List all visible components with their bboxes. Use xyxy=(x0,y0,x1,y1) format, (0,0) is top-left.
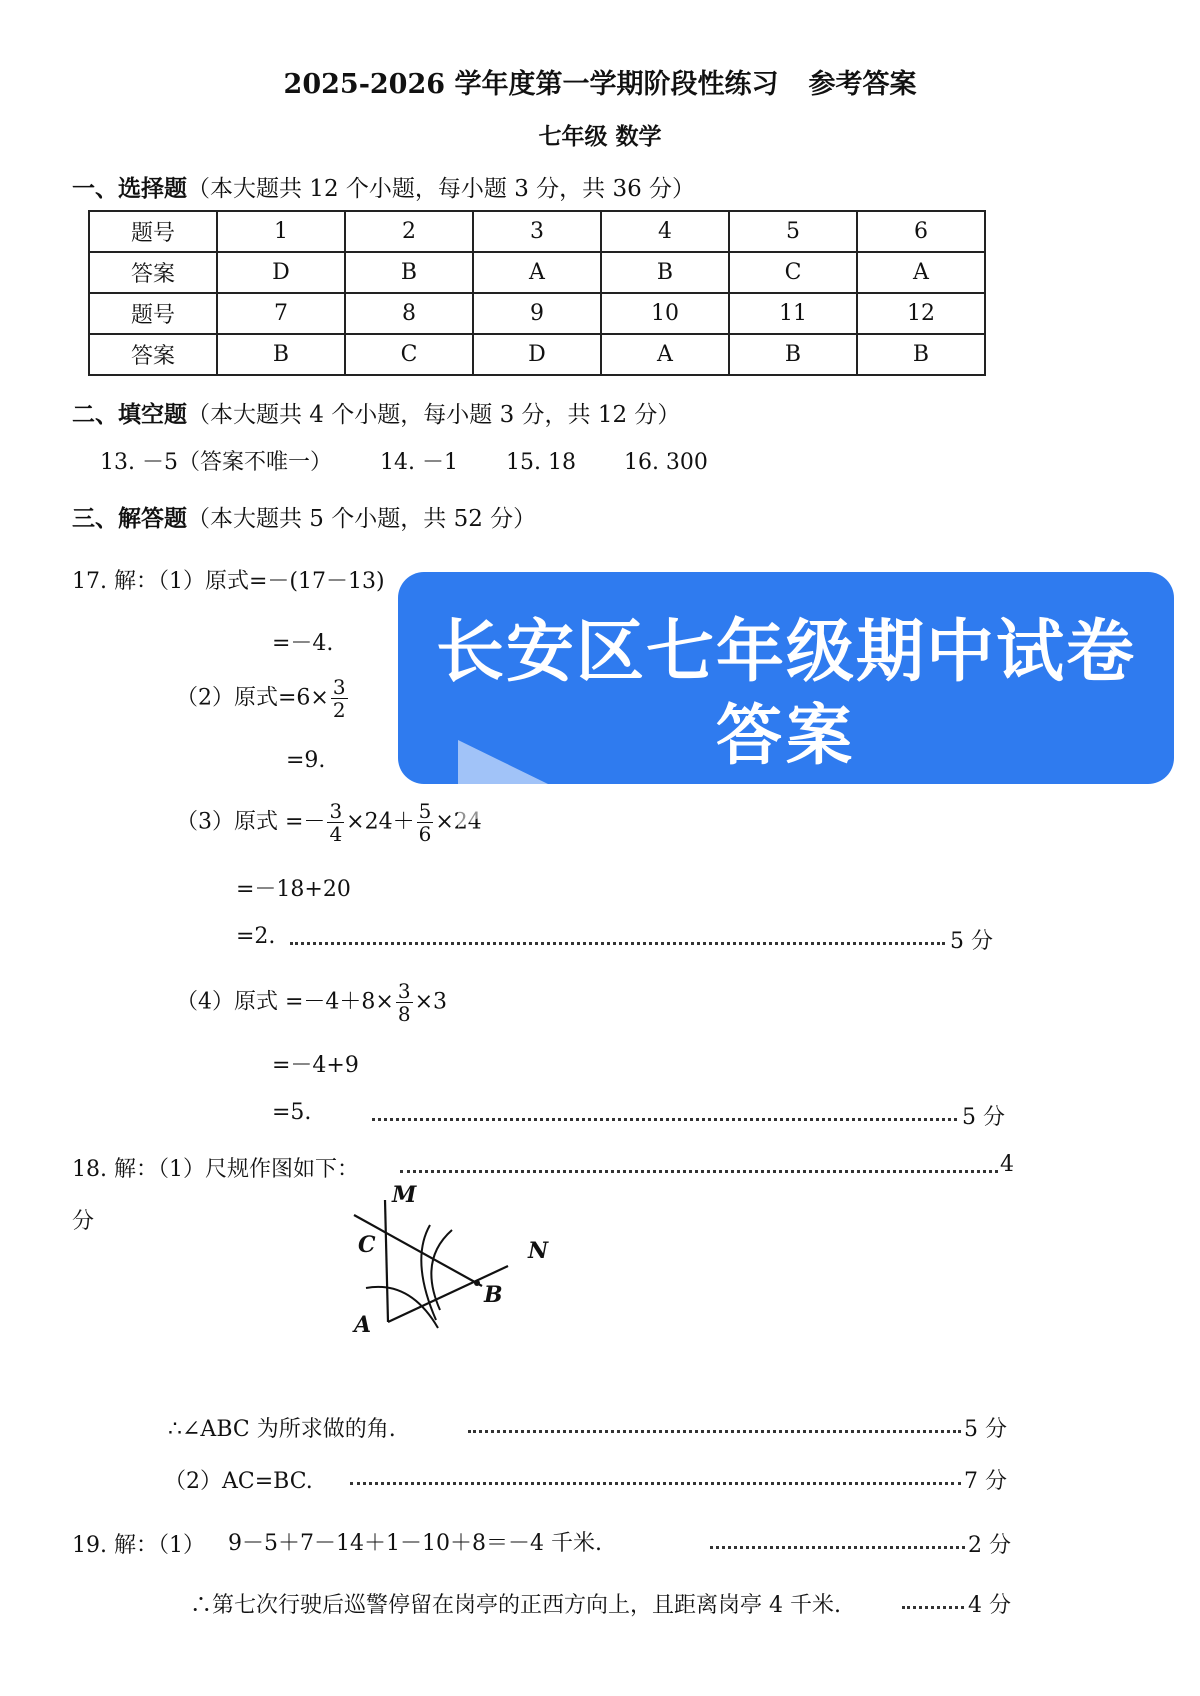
table-cell: 5 xyxy=(729,211,857,252)
table-cell: 4 xyxy=(601,211,729,252)
q17-step4-prefix: （4）原式 =－4＋8× xyxy=(176,989,394,1015)
q17-step4 xyxy=(176,980,447,1025)
q19-label: 19. 解：（1） xyxy=(72,1533,205,1558)
q17-step3-work: =－18+20 xyxy=(236,877,351,902)
q17-step1-result: =－4. xyxy=(272,631,334,656)
q18-score-b: 分 xyxy=(72,1209,95,1234)
table-row xyxy=(89,211,985,252)
fill-answer-13: 13. －5（答案不唯一） xyxy=(100,450,332,475)
page-subtitle: 七年级 数学 xyxy=(538,123,662,150)
fraction-numerator: 3 xyxy=(397,979,411,1003)
table-cell: 1 xyxy=(217,211,345,252)
fraction xyxy=(417,800,434,845)
section3-desc: （本大题共 5 个小题，共 52 分） xyxy=(187,506,537,532)
table-cell: D xyxy=(473,334,601,375)
dotted-leader xyxy=(400,1170,998,1173)
table-cell: 6 xyxy=(857,211,985,252)
table-row xyxy=(89,334,985,375)
label-n: N xyxy=(528,1238,549,1264)
choice-answer-table xyxy=(88,210,986,376)
section1-heading-line xyxy=(72,170,695,203)
q19-expression-score: 2 分 xyxy=(968,1533,1011,1558)
label-b: B xyxy=(484,1282,503,1308)
table-cell: 2 xyxy=(345,211,473,252)
dotted-leader xyxy=(710,1546,965,1549)
q17-step2-prefix: （2）原式=6× xyxy=(176,685,329,711)
page-title-suffix: 参考答案 xyxy=(808,69,917,100)
q17-step3-score: 5 分 xyxy=(950,929,993,954)
table-cell: 8 xyxy=(345,293,473,334)
table-cell: A xyxy=(473,252,601,293)
fill-answer-15: 15. 18 xyxy=(505,450,576,475)
fill-in-answers xyxy=(100,445,756,476)
point-b-dot xyxy=(474,1280,480,1286)
fill-answer-14: 14. －1 xyxy=(379,450,458,475)
table-cell: A xyxy=(601,334,729,375)
ray-am xyxy=(385,1200,388,1322)
label-a: A xyxy=(354,1312,372,1338)
dotted-leader xyxy=(902,1606,964,1609)
table-cell: 11 xyxy=(729,293,857,334)
table-row xyxy=(89,293,985,334)
q19-conclusion-score: 4 分 xyxy=(968,1593,1011,1618)
fraction-denominator: 6 xyxy=(418,822,432,846)
q17-step4-tail: ×3 xyxy=(414,989,448,1015)
table-cell: 3 xyxy=(473,211,601,252)
q18-part2-score: 7 分 xyxy=(964,1469,1007,1494)
label-m: M xyxy=(392,1182,417,1208)
banner-subtitle: 答案 xyxy=(716,697,856,774)
dotted-leader xyxy=(290,942,945,945)
fraction-numerator: 3 xyxy=(332,675,346,699)
q17-step3-tail: ×24 xyxy=(435,809,482,835)
construction-diagram xyxy=(340,1180,580,1350)
q17-step2-result: =9. xyxy=(286,748,326,773)
section2-heading: 二、填空题 xyxy=(72,401,187,428)
table-cell: C xyxy=(729,252,857,293)
section2-heading-line xyxy=(72,396,680,429)
q17-step4-work: =－4+9 xyxy=(272,1053,359,1078)
section2-desc: （本大题共 4 个小题，每小题 3 分，共 12 分） xyxy=(187,402,681,428)
table-cell: 12 xyxy=(857,293,985,334)
q18-conclusion: ∴∠ABC 为所求做的角. xyxy=(168,1417,396,1442)
fraction xyxy=(327,800,344,845)
table-row-label: 题号 xyxy=(89,293,217,334)
table-cell: C xyxy=(345,334,473,375)
section1-desc: （本大题共 12 个小题，每小题 3 分，共 36 分） xyxy=(187,176,696,202)
page-title xyxy=(0,62,1200,101)
q19-conclusion: ∴第七次行驶后巡警停留在岗亭的正西方向上，且距离岗亭 4 千米. xyxy=(190,1593,841,1618)
table-row-label: 答案 xyxy=(89,252,217,293)
q17-step4-result: =5. xyxy=(272,1100,312,1125)
table-cell: 7 xyxy=(217,293,345,334)
label-c: C xyxy=(358,1232,376,1258)
q17-step4-score: 5 分 xyxy=(962,1105,1005,1130)
table-cell: B xyxy=(857,334,985,375)
fraction-denominator: 8 xyxy=(397,1002,411,1026)
fill-answer-16: 16. 300 xyxy=(623,450,708,475)
q17-step2 xyxy=(176,676,350,721)
fraction xyxy=(396,980,413,1025)
fraction-denominator: 2 xyxy=(332,698,346,722)
promo-banner[interactable] xyxy=(398,572,1174,784)
q18-conclusion-score: 5 分 xyxy=(964,1417,1007,1442)
q18-label: 18. 解：（1）尺规作图如下： xyxy=(72,1157,359,1182)
table-cell: B xyxy=(345,252,473,293)
table-cell: 9 xyxy=(473,293,601,334)
q17-step3-mid: ×24＋ xyxy=(346,809,415,835)
table-cell: B xyxy=(217,334,345,375)
page-title-main: 2025-2026 学年度第一学期阶段性练习 xyxy=(283,69,779,100)
section3-heading: 三、解答题 xyxy=(72,505,187,532)
table-row-label: 题号 xyxy=(89,211,217,252)
banner-title: 长安区七年级期中试卷 xyxy=(435,613,1136,692)
table-row xyxy=(89,252,985,293)
dotted-leader xyxy=(372,1118,957,1121)
section3-heading-line xyxy=(72,500,536,533)
dotted-leader xyxy=(468,1430,961,1433)
q18-part2: （2）AC=BC. xyxy=(164,1469,313,1494)
fraction xyxy=(331,676,348,721)
q17-step3 xyxy=(176,800,482,845)
q17-step3-result: =2. xyxy=(236,924,276,949)
play-icon[interactable] xyxy=(458,740,548,828)
table-cell: D xyxy=(217,252,345,293)
q17-step3-prefix: （3）原式 =－ xyxy=(176,809,326,835)
fraction-numerator: 5 xyxy=(418,799,432,823)
table-row-label: 答案 xyxy=(89,334,217,375)
fraction-denominator: 4 xyxy=(329,822,343,846)
q19-expression: 9－5＋7－14＋1－10＋8＝－4 千米. xyxy=(228,1531,602,1556)
q18-score-a: 4 xyxy=(1000,1152,1014,1177)
table-cell: B xyxy=(601,252,729,293)
table-cell: 10 xyxy=(601,293,729,334)
table-cell: A xyxy=(857,252,985,293)
q17-label: 17. 解：（1）原式=－(17－13) xyxy=(72,569,385,594)
section1-heading: 一、选择题 xyxy=(72,175,187,202)
fraction-numerator: 3 xyxy=(329,799,343,823)
table-cell: B xyxy=(729,334,857,375)
dotted-leader xyxy=(350,1482,961,1485)
